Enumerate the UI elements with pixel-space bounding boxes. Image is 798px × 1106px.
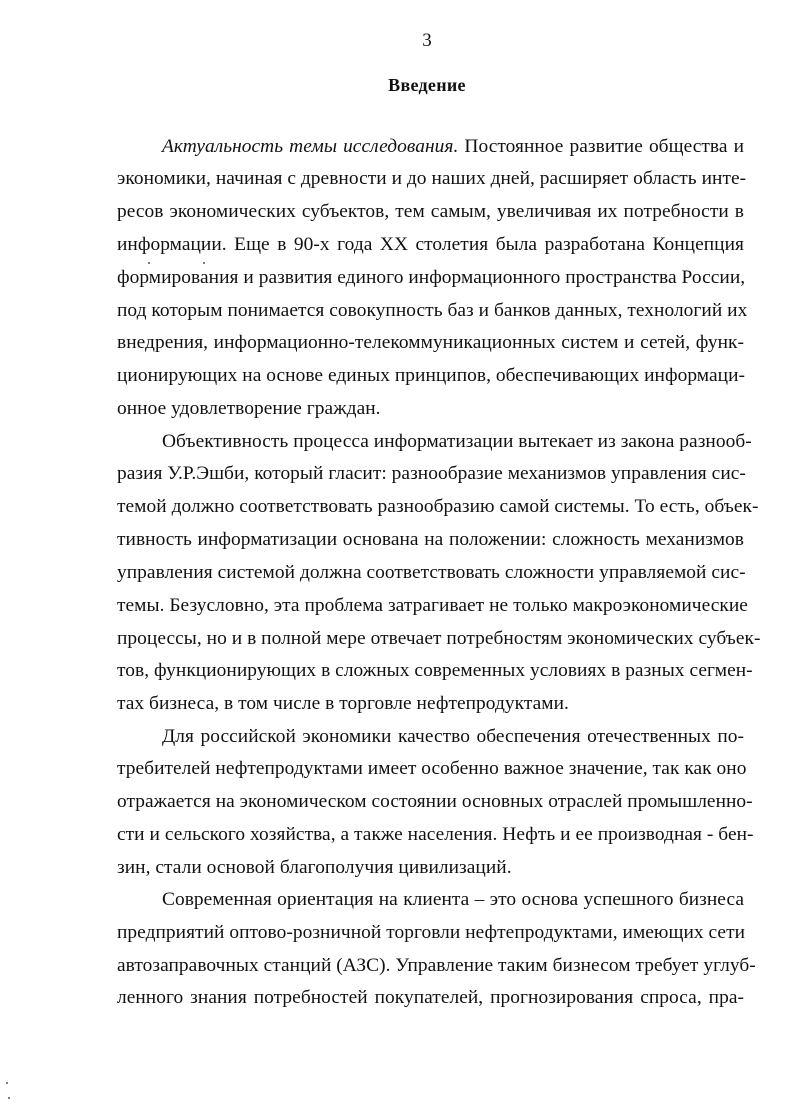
text-line: Объективность процесса информатизации вытекает из закона разнооб- bbox=[162, 431, 752, 452]
text-line: Современная ориентация на клиента – это основа успешного бизнеса bbox=[162, 889, 744, 910]
text-line: ресов экономических субъектов, тем самым, увеличивая их потребности в bbox=[117, 201, 744, 222]
text-line: внедрения, информационно-телекоммуникационных систем и сетей, функ- bbox=[117, 332, 744, 353]
topic-relevance-label: Актуальность темы исследования. bbox=[162, 136, 459, 157]
text-line: тивность информатизации основана на положении: сложность механизмов bbox=[117, 529, 744, 550]
text-line: автозаправочных станций (АЗС). Управление таким бизнесом требует углуб- bbox=[117, 955, 756, 976]
text-line: Актуальность темы исследования. Постоянное развитие общества и bbox=[162, 136, 744, 157]
text-line: онное удовлетворение граждан. bbox=[117, 398, 381, 419]
text-line: предприятий оптово-розничной торговли нефтепродуктами, имеющих сети bbox=[117, 922, 746, 943]
text-line: разия У.Р.Эшби, который гласит: разнообразие механизмов управления сис- bbox=[117, 463, 746, 484]
scan-speck bbox=[8, 1097, 10, 1099]
text-line: темы. Безусловно, эта проблема затрагивает не только макроэкономические bbox=[117, 595, 748, 616]
text-line: экономики, начиная с древности и до наших дней, расширяет область инте- bbox=[117, 168, 747, 189]
text-line: процессы, но и в полной мере отвечает потребностям экономических субъек- bbox=[117, 628, 761, 649]
text-line: Для российской экономики качество обеспечения отечественных по- bbox=[162, 726, 744, 747]
text-line: формирования и развития единого информационного пространства России, bbox=[117, 267, 746, 288]
text-line: ленного знания потребностей покупателей, прогнозирования спроса, пра- bbox=[117, 987, 744, 1008]
text-line: управления системой должна соответствовать сложности управляемой сис- bbox=[117, 562, 746, 583]
text-line: требителей нефтепродуктами имеет особенно важное значение, так как оно bbox=[117, 758, 747, 779]
text-line: отражается на экономическом состоянии основных отраслей промышленно- bbox=[117, 791, 753, 812]
text-line: зин, стали основой благополучия цивилизаций. bbox=[117, 857, 512, 878]
text-line: тов, функционирующих в сложных современных условиях в разных сегмен- bbox=[117, 660, 753, 681]
page-number: 3 bbox=[422, 30, 432, 51]
scan-speck bbox=[203, 262, 205, 264]
text-line: темой должно соответствовать разнообразию самой системы. То есть, объек- bbox=[117, 496, 759, 517]
text-line: информации. Еще в 90-х года XX столетия была разработана Концепция bbox=[117, 234, 744, 255]
text-line: ционирующих на основе единых принципов, обеспечивающих информаци- bbox=[117, 365, 745, 386]
page-title: Введение bbox=[388, 75, 466, 95]
scan-speck bbox=[148, 262, 150, 264]
text-line: под которым понимается совокупность баз и банков данных, технологий их bbox=[117, 300, 748, 321]
scan-speck bbox=[6, 1082, 8, 1084]
text-line: сти и сельского хозяйства, а также населения. Нефть и ее производная - бен- bbox=[117, 824, 754, 845]
text-line: тах бизнеса, в том числе в торговле нефтепродуктами. bbox=[117, 693, 569, 714]
